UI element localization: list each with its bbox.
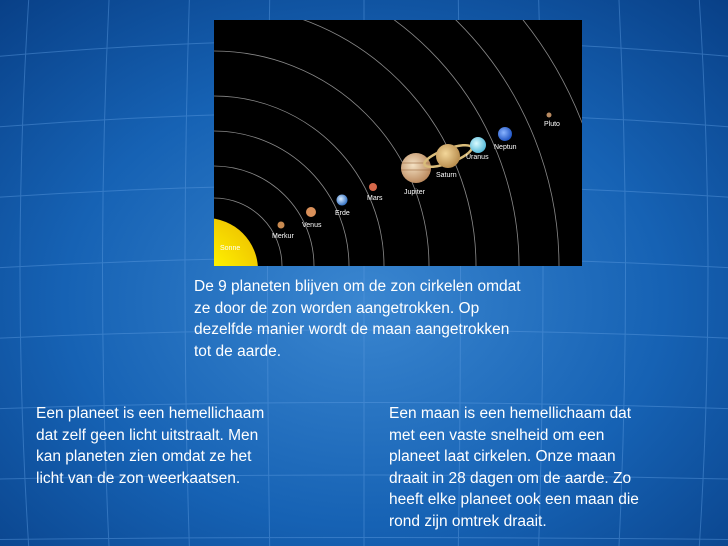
pluto-planet <box>547 113 552 118</box>
neptune-planet <box>498 127 512 141</box>
mercury-label: Merkur <box>272 233 294 240</box>
planet-definition-text: Een planeet is een hemellichaam dat zelf geen licht uitstraalt. Men kan planeten zien omdat ze het licht van de zon weerkaatsen. <box>36 405 265 487</box>
mars-label: Mars <box>367 195 383 202</box>
uranus-label: Uranus <box>466 154 489 161</box>
mercury-planet <box>278 222 285 229</box>
jupiter-label: Jupiter <box>404 189 426 196</box>
venus-planet <box>306 207 316 217</box>
pluto-label: Pluto <box>544 121 560 128</box>
uranus-planet <box>470 137 486 153</box>
mars-planet <box>369 183 377 191</box>
venus-label: Venus <box>302 222 322 229</box>
jupiter-planet <box>401 153 431 183</box>
solar-system-image <box>214 20 582 266</box>
saturn-label: Saturn <box>436 172 457 179</box>
neptune-label: Neptun <box>494 144 517 151</box>
sun-label: Sonne <box>220 245 241 252</box>
solar-system-illustration <box>214 20 582 266</box>
earth-planet <box>337 195 348 206</box>
earth-label: Erde <box>335 210 350 217</box>
saturn-planet <box>436 144 460 168</box>
caption-text: De 9 planeten blijven om de zon cirkelen omdat ze door de zon worden aangetrokken. Op dezelfde manier wordt de maan aangetrokken tot de aarde. <box>194 278 521 360</box>
moon-definition-text: Een maan is een hemellichaam dat met een vaste snelheid om een planeet laat cirkelen. Onze maan draait in 28 dagen om de aarde. Zo heeft elke planeet ook een maan die rond zijn omtrek draait. <box>389 405 639 530</box>
